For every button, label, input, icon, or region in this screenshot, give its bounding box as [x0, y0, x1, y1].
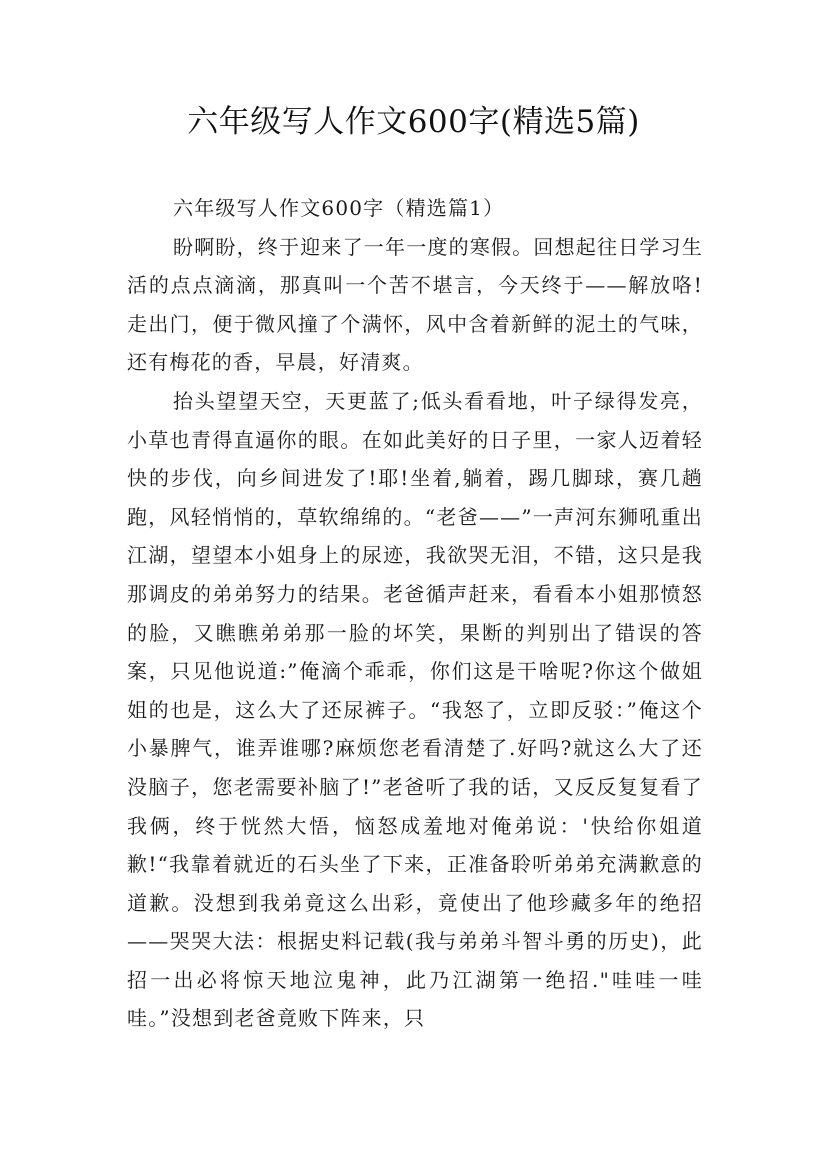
paragraph-1: 盼啊盼，终于迎来了一年一度的寒假。回想起往日学习生活的点点滴滴，那真叫一个苦不堪言，今天终于——解放咯!走出门，便于微风撞了个满怀，风中含着新鲜的泥土的气味，还有梅花的香，早晨，好清爽。 — [127, 234, 703, 375]
document-body — [127, 189, 703, 1038]
section-heading: 六年级写人作文600字（精选篇1） — [173, 196, 505, 220]
page-title: 六年级写人作文600字(精选5篇) — [187, 104, 640, 140]
paragraph-2: 抬头望望天空，天更蓝了;低头看看地，叶子绿得发亮，小草也青得直逼你的眼。在如此美好的日子里，一家人迈着轻快的步伐，向乡间进发了!耶!坐着,躺着，踢几脚球，赛几趟跑，风轻悄悄的，草软绵绵的。“老爸——”一声河东狮吼重出江湖，望望本小姐身上的尿迹，我欲哭无泪，不错，这只是我那调皮的弟弟努力的结果。老爸循声赶来，看看本小姐那愤怒的脸，又瞧瞧弟弟那一脸的坏笑，果断的判别出了错误的答案，只见他说道:”俺滴个乖乖，你们这是干啥呢?你这个做姐姐的也是，这么大了还尿裤子。“我怒了，立即反驳：”俺这个小暴脾气，谁弄谁哪?麻烦您老看清楚了.好吗?就这么大了还没脑子，您老需要补脑了!”老爸听了我的话，又反反复复看了我俩，终于恍然大悟，恼怒成羞地对俺弟说：'快给你姐道歉!“我靠着就近的石头坐了下来，正准备聆听弟弟充满歉意的道歉。没想到我弟竟这么出彩，竟使出了他珍藏多年的绝招——哭哭大法：根据史料记载(我与弟弟斗智斗勇的历史)，此招一出必将惊天地泣鬼神，此乃江湖第一绝招."哇哇一哇哇。”没想到老爸竟败下阵来，只 — [127, 388, 703, 1031]
